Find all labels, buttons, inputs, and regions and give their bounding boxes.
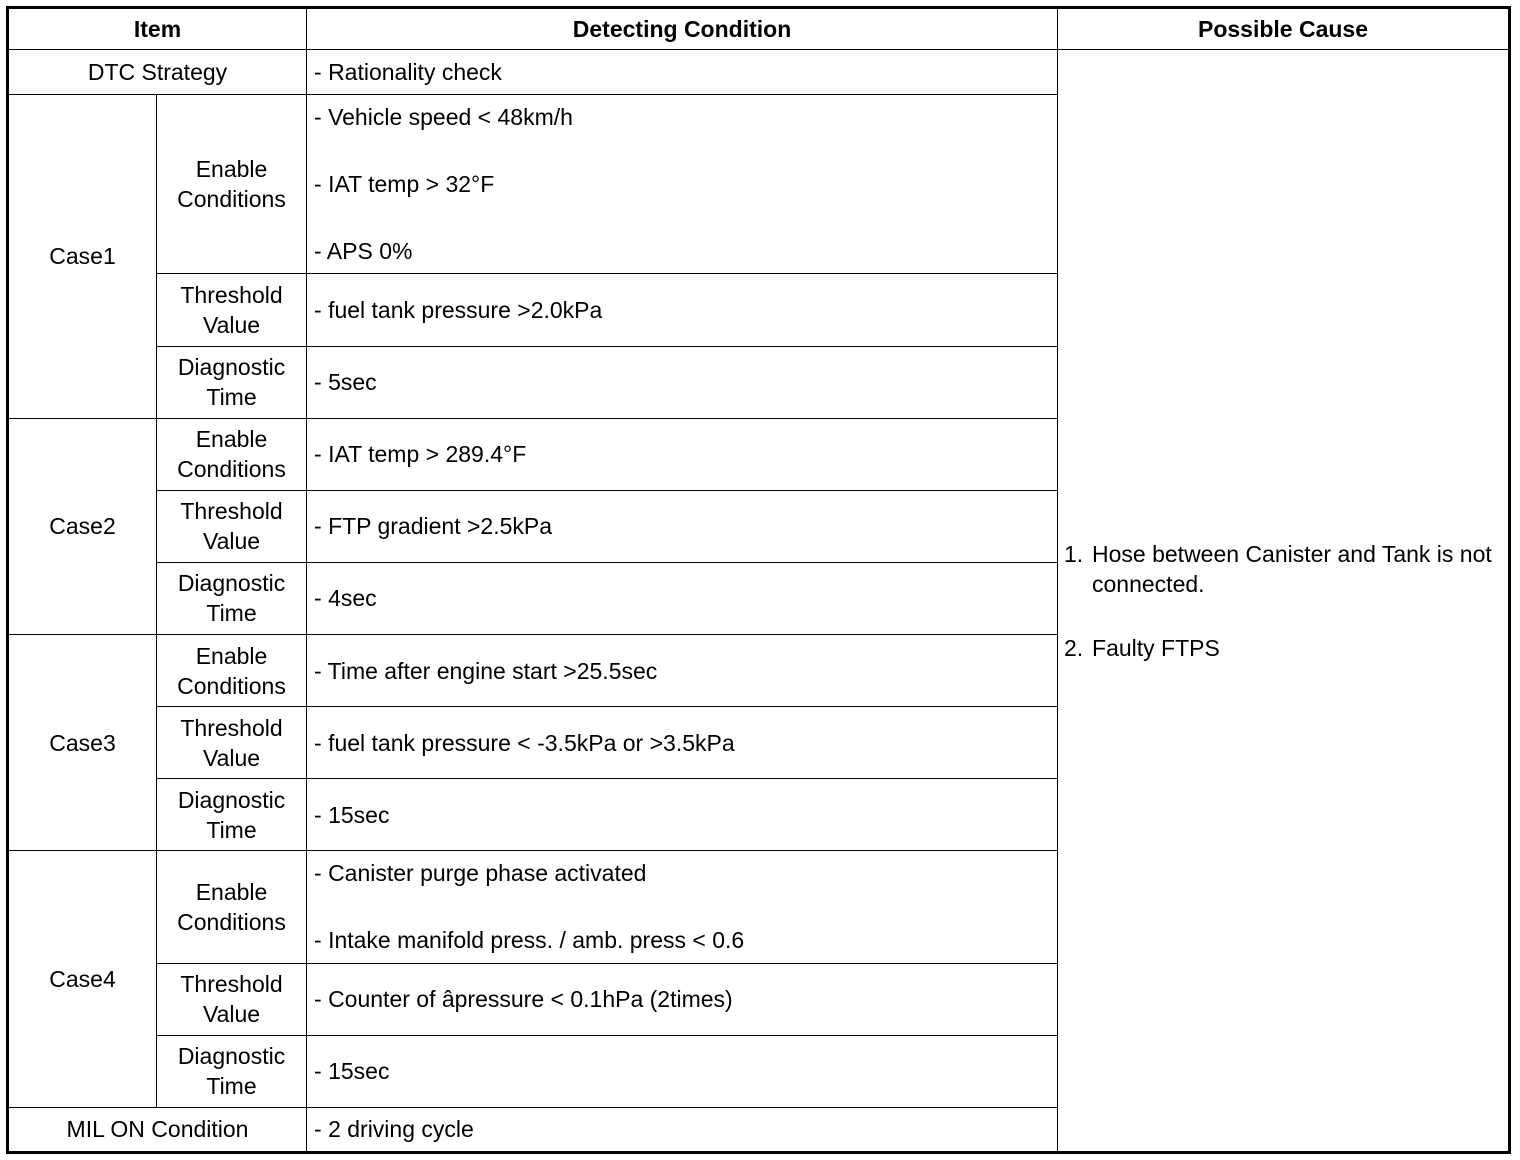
cause-number: 1.	[1064, 540, 1084, 567]
threshold-value-label: Threshold Value	[157, 707, 307, 779]
threshold-value-label: Threshold Value	[157, 490, 307, 562]
enable-conditions-value	[307, 95, 1058, 274]
enable-conditions-label: Enable Conditions	[157, 418, 307, 490]
cause-item	[1064, 539, 1500, 599]
diagnostic-time-label: Diagnostic Time	[157, 346, 307, 418]
condition-line: - Canister purge phase activated	[314, 860, 647, 887]
condition-line: - IAT temp > 32°F	[314, 171, 495, 198]
dtc-strategy-value	[307, 50, 1058, 95]
enable-conditions-label: Enable Conditions	[157, 95, 307, 274]
possible-cause-cell	[1058, 50, 1510, 1153]
enable-conditions-label: Enable Conditions	[157, 851, 307, 963]
diagnostic-time-label: Diagnostic Time	[157, 562, 307, 634]
diagnostic-time	[307, 346, 1058, 418]
header-detecting-condition: Detecting Condition	[307, 8, 1058, 50]
case-name: Case1	[8, 95, 157, 419]
condition-line: - fuel tank pressure >2.0kPa	[314, 296, 603, 323]
condition-line: - Counter of âpressure < 0.1hPa (2times)	[314, 986, 733, 1013]
mil-on-value	[307, 1107, 1058, 1152]
threshold-value-label: Threshold Value	[157, 963, 307, 1035]
enable-conditions-value	[307, 418, 1058, 490]
condition-line: - Vehicle speed < 48km/h	[314, 104, 573, 131]
condition-line: - fuel tank pressure < -3.5kPa or >3.5kPa	[314, 729, 735, 756]
enable-conditions-label: Enable Conditions	[157, 635, 307, 707]
case-name: Case2	[8, 418, 157, 634]
enable-conditions-value	[307, 851, 1058, 963]
condition-line: - 4sec	[314, 585, 377, 612]
condition-line: - 15sec	[314, 801, 390, 828]
cause-text: Hose between Canister and Tank is not connected.	[1092, 540, 1492, 597]
mil-on-label: MIL ON Condition	[8, 1107, 307, 1152]
condition-line: - APS 0%	[314, 238, 413, 265]
diagnostic-time	[307, 779, 1058, 851]
case-name: Case4	[8, 851, 157, 1107]
dtc-table	[6, 6, 1511, 1154]
threshold-value	[307, 707, 1058, 779]
dtc-strategy-label: DTC Strategy	[8, 50, 307, 95]
diagnostic-time	[307, 562, 1058, 634]
threshold-value-label: Threshold Value	[157, 274, 307, 346]
enable-conditions-value	[307, 635, 1058, 707]
diagnostic-time-label: Diagnostic Time	[157, 1035, 307, 1107]
condition-line: - Intake manifold press. / amb. press < 0.6	[314, 927, 745, 954]
cause-item	[1064, 633, 1500, 663]
header-item: Item	[8, 8, 307, 50]
condition-line: - 2 driving cycle	[314, 1116, 474, 1143]
threshold-value	[307, 963, 1058, 1035]
condition-line: - Rationality check	[314, 59, 502, 86]
diagnostic-time-label: Diagnostic Time	[157, 779, 307, 851]
diagnostic-time	[307, 1035, 1058, 1107]
case-name: Case3	[8, 635, 157, 851]
condition-line: - FTP gradient >2.5kPa	[314, 513, 553, 540]
cause-text: Faulty FTPS	[1092, 634, 1220, 661]
condition-line: - IAT temp > 289.4°F	[314, 441, 527, 468]
threshold-value	[307, 490, 1058, 562]
header-row	[8, 8, 1510, 50]
condition-line: - Time after engine start >25.5sec	[314, 657, 658, 684]
threshold-value	[307, 274, 1058, 346]
condition-line: - 15sec	[314, 1058, 390, 1085]
dtc-strategy-row	[8, 50, 1510, 95]
cause-number: 2.	[1064, 634, 1084, 661]
header-possible-cause: Possible Cause	[1058, 8, 1510, 50]
condition-line: - 5sec	[314, 369, 377, 396]
